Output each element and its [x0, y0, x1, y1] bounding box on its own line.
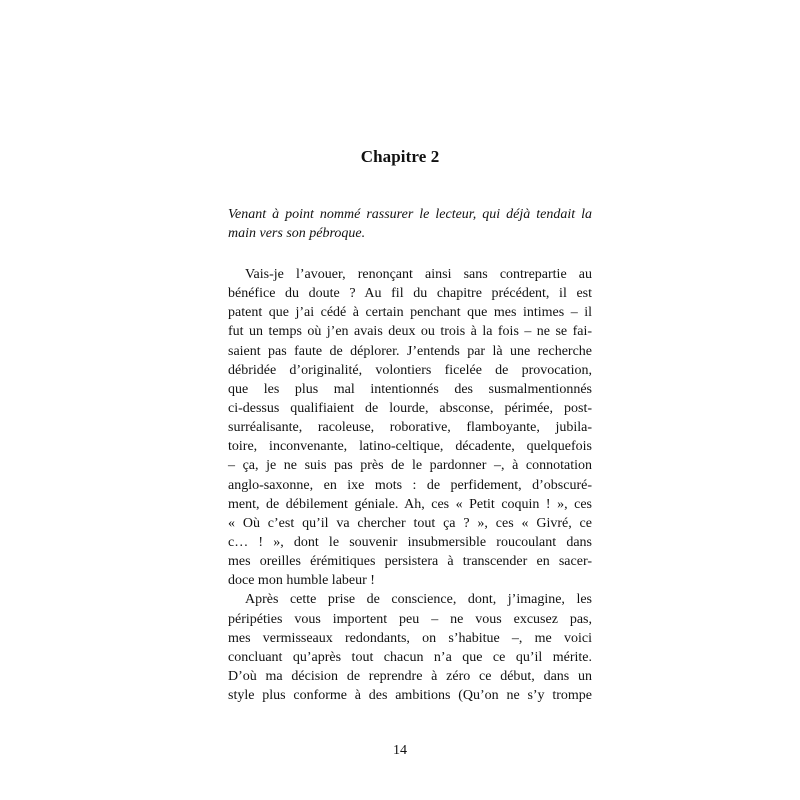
body-line: « Où c’est qu’il va chercher tout ça ? », ces « Givré, ce — [228, 515, 592, 531]
body-line: style plus conforme à des ambitions (Qu’on ne s’y trompe — [228, 688, 592, 704]
chapter-title: Chapitre 2 — [360, 147, 440, 166]
body-line: anglo-saxonne, en ixe mots : de perfidement, d’obscuré- — [228, 477, 592, 493]
body-line: saient pas faute de déplorer. J’entends par là une recherche — [228, 343, 592, 359]
body-line: péripéties vous importent peu – ne vous excusez pas, — [228, 611, 592, 627]
body-line: mes vermisseaux redondants, on s’habitue –, me voici — [228, 630, 592, 646]
body-line: mes oreilles érémitiques persistera à transcender en sacer- — [228, 554, 592, 570]
body-line: ment, de débilement géniale. Ah, ces « Petit coquin ! », ces — [228, 496, 592, 512]
body-line: D’où ma décision de reprendre à zéro ce début, dans un — [228, 668, 592, 684]
body-line: concluant qu’après tout chacun n’a que ce qu’il mérite. — [228, 649, 592, 665]
body-line: fut un temps où j’en avais deux ou trois à la fois – ne se fai- — [228, 324, 592, 340]
body-line: surréalisante, racoleuse, roborative, flamboyante, jubila- — [228, 420, 592, 436]
body-line: ci-dessus qualifiaient de lourde, absconse, périmée, post- — [228, 400, 592, 416]
epigraph-line: main vers son pébroque. — [228, 226, 366, 242]
body-line: c… ! », dont le souvenir insubmersible roucoulant dans — [228, 534, 592, 550]
body-line: Vais-je l’avouer, renonçant ainsi sans contrepartie au — [245, 267, 592, 282]
body-line: Après cette prise de conscience, dont, j’imagine, les — [245, 592, 592, 608]
body-line: toire, inconvenante, latino-celtique, décadente, quelquefois — [228, 439, 592, 455]
body-line: bénéfice du doute ? Au fil du chapitre précédent, il est — [228, 286, 592, 302]
page-number: 14 — [393, 743, 407, 758]
body-line: que les plus mal intentionnés des susmalmentionnés — [228, 381, 592, 397]
epigraph-line: Venant à point nommé rassurer le lecteur, qui déjà tendait la — [228, 207, 592, 222]
body-line: doce mon humble labeur ! — [228, 573, 375, 589]
body-text — [228, 265, 592, 705]
body-line: patent que j’ai cédé à certain penchant que mes intimes – il — [228, 305, 592, 321]
epigraph — [228, 205, 592, 243]
body-line: débridée d’originalité, volontiers ficelée de provocation, — [228, 362, 592, 378]
body-line: – ça, je ne suis pas près de le pardonner –, à connotation — [228, 458, 592, 474]
